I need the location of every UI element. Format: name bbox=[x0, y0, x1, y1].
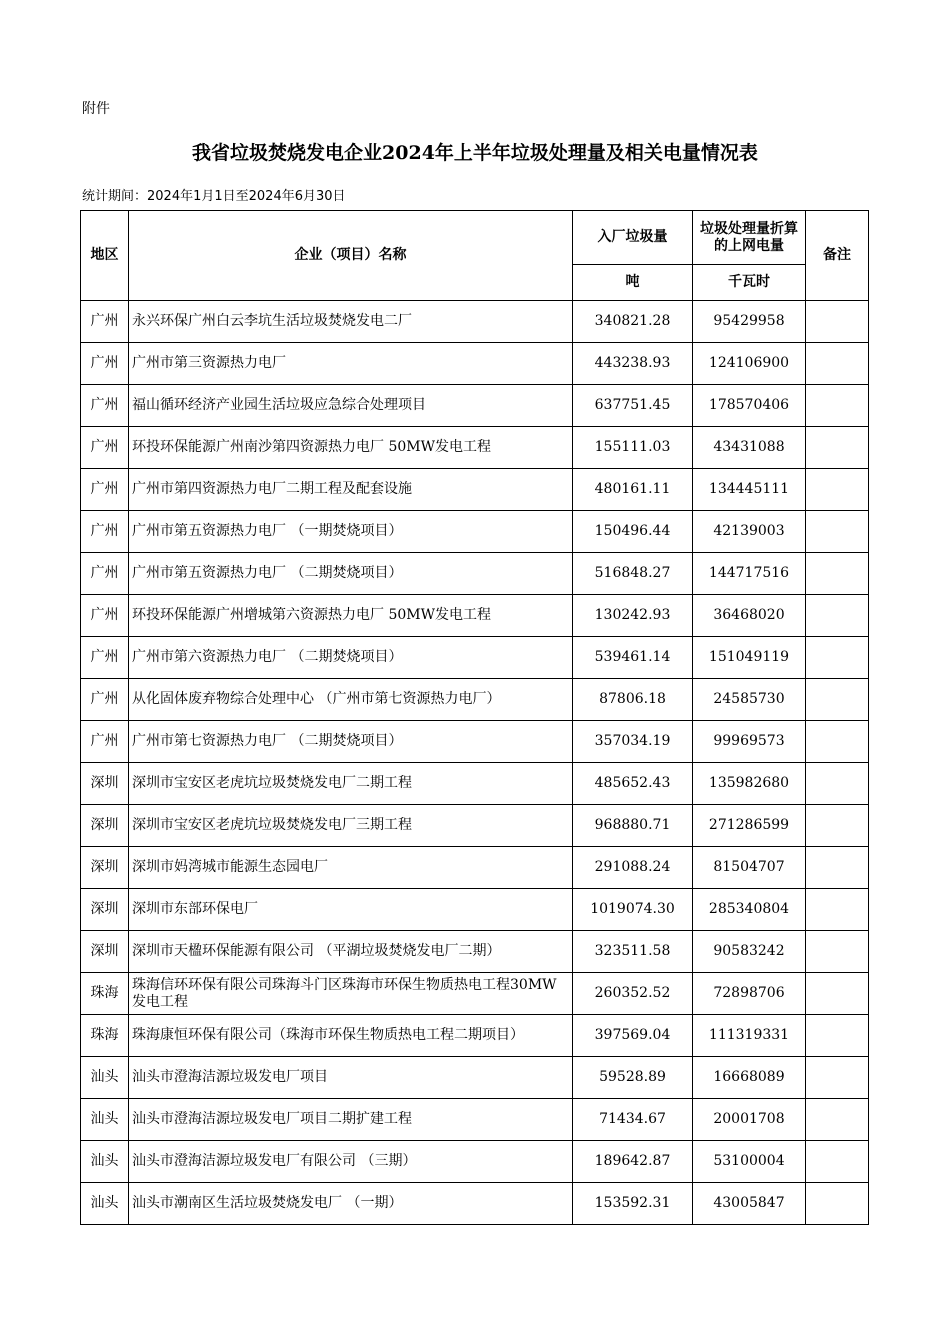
region-cell: 深圳 bbox=[81, 847, 129, 889]
name-cell: 珠海康恒环保有限公司（珠海市环保生物质热电工程二期项目） bbox=[129, 1015, 573, 1057]
name-cell: 广州市第五资源热力电厂 （二期焚烧项目） bbox=[129, 553, 573, 595]
waste-cell: 291088.24 bbox=[573, 847, 693, 889]
note-cell bbox=[806, 553, 869, 595]
region-cell: 深圳 bbox=[81, 805, 129, 847]
header-region: 地区 bbox=[81, 211, 129, 301]
power-cell: 24585730 bbox=[693, 679, 806, 721]
name-cell: 福山循环经济产业园生活垃圾应急综合处理项目 bbox=[129, 385, 573, 427]
name-cell: 深圳市宝安区老虎坑垃圾焚烧发电厂三期工程 bbox=[129, 805, 573, 847]
table-row bbox=[81, 385, 869, 427]
name-cell: 汕头市潮南区生活垃圾焚烧发电厂 （一期） bbox=[129, 1183, 573, 1225]
name-cell: 珠海信环环保有限公司珠海斗门区珠海市环保生物质热电工程30MW发电工程 bbox=[129, 973, 573, 1015]
note-cell bbox=[806, 847, 869, 889]
name-cell: 广州市第五资源热力电厂 （一期焚烧项目） bbox=[129, 511, 573, 553]
name-cell: 深圳市妈湾城市能源生态园电厂 bbox=[129, 847, 573, 889]
note-cell bbox=[806, 1183, 869, 1225]
waste-cell: 539461.14 bbox=[573, 637, 693, 679]
note-cell bbox=[806, 595, 869, 637]
region-cell: 广州 bbox=[81, 637, 129, 679]
power-cell: 151049119 bbox=[693, 637, 806, 679]
table-row bbox=[81, 931, 869, 973]
note-cell bbox=[806, 931, 869, 973]
note-cell bbox=[806, 763, 869, 805]
power-cell: 90583242 bbox=[693, 931, 806, 973]
power-cell: 20001708 bbox=[693, 1099, 806, 1141]
waste-cell: 87806.18 bbox=[573, 679, 693, 721]
waste-cell: 150496.44 bbox=[573, 511, 693, 553]
region-cell: 广州 bbox=[81, 343, 129, 385]
waste-cell: 71434.67 bbox=[573, 1099, 693, 1141]
power-cell: 134445111 bbox=[693, 469, 806, 511]
waste-cell: 397569.04 bbox=[573, 1015, 693, 1057]
name-cell: 汕头市澄海洁源垃圾发电厂有限公司 （三期） bbox=[129, 1141, 573, 1183]
name-cell: 深圳市天楹环保能源有限公司 （平湖垃圾焚烧发电厂二期） bbox=[129, 931, 573, 973]
power-cell: 271286599 bbox=[693, 805, 806, 847]
region-cell: 深圳 bbox=[81, 931, 129, 973]
table-row bbox=[81, 763, 869, 805]
waste-cell: 637751.45 bbox=[573, 385, 693, 427]
note-cell bbox=[806, 679, 869, 721]
region-cell: 汕头 bbox=[81, 1183, 129, 1225]
header-waste: 入厂垃圾量 bbox=[573, 211, 693, 265]
name-cell: 环投环保能源广州南沙第四资源热力电厂 50MW发电工程 bbox=[129, 427, 573, 469]
power-cell: 95429958 bbox=[693, 301, 806, 343]
region-cell: 广州 bbox=[81, 679, 129, 721]
table-row bbox=[81, 301, 869, 343]
power-cell: 144717516 bbox=[693, 553, 806, 595]
power-cell: 178570406 bbox=[693, 385, 806, 427]
region-cell: 汕头 bbox=[81, 1141, 129, 1183]
note-cell bbox=[806, 343, 869, 385]
power-cell: 81504707 bbox=[693, 847, 806, 889]
power-cell: 72898706 bbox=[693, 973, 806, 1015]
waste-cell: 443238.93 bbox=[573, 343, 693, 385]
table-row bbox=[81, 637, 869, 679]
region-cell: 珠海 bbox=[81, 973, 129, 1015]
table-row bbox=[81, 1015, 869, 1057]
waste-cell: 516848.27 bbox=[573, 553, 693, 595]
name-cell: 从化固体废弃物综合处理中心 （广州市第七资源热力电厂） bbox=[129, 679, 573, 721]
table-row bbox=[81, 427, 869, 469]
region-cell: 汕头 bbox=[81, 1099, 129, 1141]
table-row bbox=[81, 1141, 869, 1183]
name-cell: 汕头市澄海洁源垃圾发电厂项目 bbox=[129, 1057, 573, 1099]
waste-cell: 59528.89 bbox=[573, 1057, 693, 1099]
power-cell: 285340804 bbox=[693, 889, 806, 931]
table-body bbox=[81, 301, 869, 1225]
data-table bbox=[80, 210, 869, 1225]
note-cell bbox=[806, 889, 869, 931]
power-cell: 111319331 bbox=[693, 1015, 806, 1057]
region-cell: 广州 bbox=[81, 385, 129, 427]
region-cell: 广州 bbox=[81, 721, 129, 763]
note-cell bbox=[806, 469, 869, 511]
waste-cell: 340821.28 bbox=[573, 301, 693, 343]
name-cell: 广州市第六资源热力电厂 （二期焚烧项目） bbox=[129, 637, 573, 679]
table-row bbox=[81, 1099, 869, 1141]
waste-cell: 130242.93 bbox=[573, 595, 693, 637]
note-cell bbox=[806, 637, 869, 679]
header-note: 备注 bbox=[806, 211, 869, 301]
name-cell: 永兴环保广州白云李坑生活垃圾焚烧发电二厂 bbox=[129, 301, 573, 343]
note-cell bbox=[806, 385, 869, 427]
table-row bbox=[81, 511, 869, 553]
power-cell: 43005847 bbox=[693, 1183, 806, 1225]
waste-cell: 1019074.30 bbox=[573, 889, 693, 931]
table-row bbox=[81, 343, 869, 385]
name-cell: 汕头市澄海洁源垃圾发电厂项目二期扩建工程 bbox=[129, 1099, 573, 1141]
note-cell bbox=[806, 427, 869, 469]
waste-cell: 260352.52 bbox=[573, 973, 693, 1015]
region-cell: 广州 bbox=[81, 427, 129, 469]
waste-cell: 155111.03 bbox=[573, 427, 693, 469]
name-cell: 深圳市宝安区老虎坑垃圾焚烧发电厂二期工程 bbox=[129, 763, 573, 805]
power-cell: 124106900 bbox=[693, 343, 806, 385]
waste-cell: 189642.87 bbox=[573, 1141, 693, 1183]
name-cell: 广州市第三资源热力电厂 bbox=[129, 343, 573, 385]
header-power-unit: 千瓦时 bbox=[693, 265, 806, 301]
region-cell: 广州 bbox=[81, 301, 129, 343]
table-row bbox=[81, 469, 869, 511]
table-row bbox=[81, 1183, 869, 1225]
region-cell: 深圳 bbox=[81, 763, 129, 805]
name-cell: 广州市第四资源热力电厂二期工程及配套设施 bbox=[129, 469, 573, 511]
waste-cell: 357034.19 bbox=[573, 721, 693, 763]
region-cell: 广州 bbox=[81, 469, 129, 511]
note-cell bbox=[806, 1099, 869, 1141]
note-cell bbox=[806, 805, 869, 847]
region-cell: 汕头 bbox=[81, 1057, 129, 1099]
region-cell: 广州 bbox=[81, 553, 129, 595]
table-row bbox=[81, 595, 869, 637]
note-cell bbox=[806, 301, 869, 343]
name-cell: 环投环保能源广州增城第六资源热力电厂 50MW发电工程 bbox=[129, 595, 573, 637]
power-cell: 42139003 bbox=[693, 511, 806, 553]
page-title: 我省垃圾焚烧发电企业2024年上半年垃圾处理量及相关电量情况表 bbox=[192, 142, 758, 164]
note-cell bbox=[806, 1141, 869, 1183]
note-cell bbox=[806, 1057, 869, 1099]
region-cell: 广州 bbox=[81, 595, 129, 637]
note-cell bbox=[806, 721, 869, 763]
region-cell: 深圳 bbox=[81, 889, 129, 931]
table-row bbox=[81, 889, 869, 931]
power-cell: 16668089 bbox=[693, 1057, 806, 1099]
waste-cell: 485652.43 bbox=[573, 763, 693, 805]
region-cell: 珠海 bbox=[81, 1015, 129, 1057]
power-cell: 135982680 bbox=[693, 763, 806, 805]
table-row bbox=[81, 1057, 869, 1099]
power-cell: 43431088 bbox=[693, 427, 806, 469]
name-cell: 深圳市东部环保电厂 bbox=[129, 889, 573, 931]
header-name: 企业（项目）名称 bbox=[129, 211, 573, 301]
header-power: 垃圾处理量折算的上网电量 bbox=[693, 211, 806, 265]
note-cell bbox=[806, 1015, 869, 1057]
power-cell: 53100004 bbox=[693, 1141, 806, 1183]
waste-cell: 153592.31 bbox=[573, 1183, 693, 1225]
table-row bbox=[81, 679, 869, 721]
table-row bbox=[81, 805, 869, 847]
table-row bbox=[81, 553, 869, 595]
power-cell: 36468020 bbox=[693, 595, 806, 637]
waste-cell: 480161.11 bbox=[573, 469, 693, 511]
statistics-period: 统计期间：2024年1月1日至2024年6月30日 bbox=[82, 189, 346, 204]
table-row bbox=[81, 847, 869, 889]
region-cell: 广州 bbox=[81, 511, 129, 553]
header-waste-unit: 吨 bbox=[573, 265, 693, 301]
table-row bbox=[81, 721, 869, 763]
name-cell: 广州市第七资源热力电厂 （二期焚烧项目） bbox=[129, 721, 573, 763]
power-cell: 99969573 bbox=[693, 721, 806, 763]
waste-cell: 323511.58 bbox=[573, 931, 693, 973]
waste-cell: 968880.71 bbox=[573, 805, 693, 847]
note-cell bbox=[806, 511, 869, 553]
note-cell bbox=[806, 973, 869, 1015]
attachment-label: 附件 bbox=[82, 101, 110, 117]
table-row bbox=[81, 973, 869, 1015]
